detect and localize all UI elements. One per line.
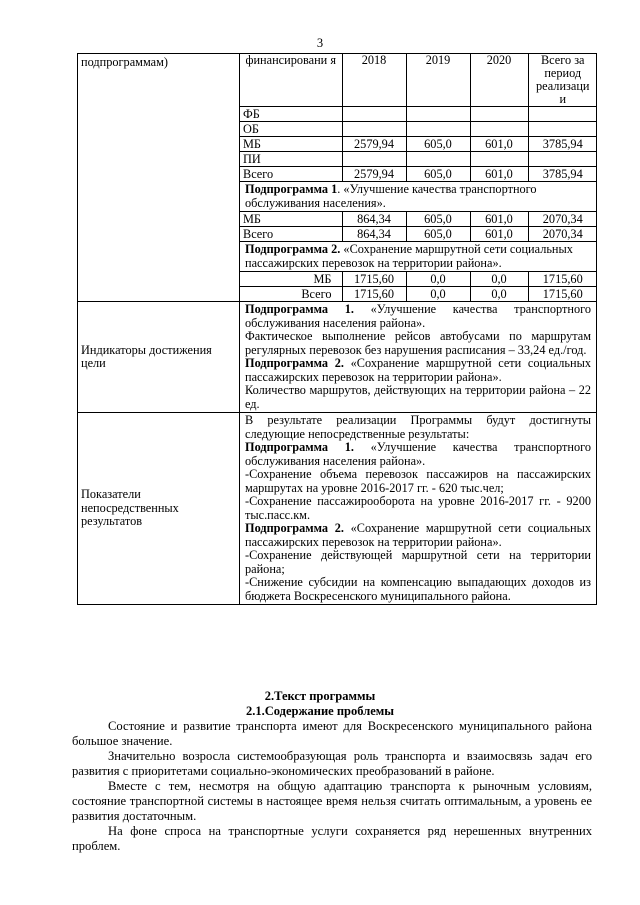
results-row [78,413,597,605]
subprogram-1-row-total [240,227,597,242]
value-2020: 601,0 [470,137,528,152]
value-2018: 864,34 [342,212,406,227]
value-2018: 1715,60 [342,287,406,302]
source-name: Всего [240,287,342,302]
value-2020 [470,122,528,137]
passport-table [77,53,597,605]
financing-row-total [240,167,597,182]
col-header-source: финансировани я [240,54,342,107]
section-title: 2.Текст программы [264,689,376,703]
value-total: 2070,34 [528,227,597,242]
value-total: 3785,94 [528,167,597,182]
value-2020 [470,152,528,167]
page-number: 3 [316,36,324,50]
value-2019: 605,0 [406,167,470,182]
subprogram-2-row-mb [240,272,597,287]
value-2018: 864,34 [342,227,406,242]
col-header-2018: 2018 [342,54,406,107]
subprogram-1-title-row [240,182,597,212]
value-total: 3785,94 [528,137,597,152]
indicators-text-1: Фактическое выполнение рейсов автобусами по маршрутам регулярных перевозок без нарушения расписания – 33,24 ед./год. [245,329,591,357]
source-name: Всего [240,227,342,242]
subsection-title: 2.1.Содержание проблемы [245,704,395,718]
value-2020: 0,0 [470,272,528,287]
value-2020: 0,0 [470,287,528,302]
results-item-3: -Сохранение действующей маршрутной сети на территории района; [245,548,591,576]
value-2019 [406,122,470,137]
results-item-2: -Сохранение пассажирооборота на уровне 2016-2017 гг. - 9200 тыс.пасс.км. [245,494,591,522]
source-name: ОБ [240,122,342,137]
value-2019: 605,0 [406,227,470,242]
subprogram-2-title: Подпрограмма 2. «Сохранение маршрутной сети социальных пассажирских перевозок на территории района». [240,242,597,272]
financing-label: подпрограммам) [78,54,240,302]
indicators-content [240,302,596,412]
subprogram-1-title: Подпрограмма 1. «Улучшение качества транспортного обслуживания населения». [240,182,597,212]
financing-row-fb [240,107,597,122]
value-2019 [406,152,470,167]
body-paragraph-4: На фоне спроса на транспортные услуги сохраняется ряд нерешенных внутренних проблем. [72,824,592,853]
value-total [528,107,597,122]
value-2019 [406,107,470,122]
source-name: ФБ [240,107,342,122]
subprogram-2-row-total [240,287,597,302]
value-2018: 2579,94 [342,137,406,152]
source-name: ПИ [240,152,342,167]
value-2020 [470,107,528,122]
results-item-1: -Сохранение объема перевозок пассажиров на пассажирских маршрутах на уровне 2016-2017 гг. - 620 тыс.чел; [245,467,591,495]
value-2020: 601,0 [470,212,528,227]
source-name: МБ [240,212,342,227]
value-2018 [342,107,406,122]
col-header-2019: 2019 [406,54,470,107]
value-2019: 0,0 [406,287,470,302]
results-content [240,413,596,604]
body-paragraph-1: Состояние и развитие транспорта имеют для Воскресенского муниципального района большое значение. [72,719,592,748]
value-2019: 605,0 [406,137,470,152]
value-2020: 601,0 [470,167,528,182]
value-2018: 2579,94 [342,167,406,182]
source-name: Всего [240,167,342,182]
value-2018: 1715,60 [342,272,406,287]
indicators-subprogram-2: Подпрограмма 2. «Сохранение маршрутной сети социальных пассажирских перевозок на территории района». [245,356,591,384]
value-2020: 601,0 [470,227,528,242]
results-intro: В результате реализации Программы будут достигнуты следующие непосредственные результаты: [245,413,591,441]
col-header-2020: 2020 [470,54,528,107]
financing-row-ob [240,122,597,137]
value-2018 [342,122,406,137]
source-name: МБ [240,272,342,287]
value-total [528,152,597,167]
col-header-total: Всего за период реализаци и [528,54,597,107]
financing-row-mb [240,137,597,152]
value-2018 [342,152,406,167]
indicators-row [78,302,597,413]
financing-header-row [240,54,597,107]
results-label: Показатели непосредственных результатов [78,413,240,605]
financing-row-pi [240,152,597,167]
results-subprogram-2: Подпрограмма 2. «Сохранение маршрутной сети социальных пассажирских перевозок на территории района». [245,521,591,549]
value-total: 1715,60 [528,272,597,287]
value-total: 1715,60 [528,287,597,302]
indicators-label: Индикаторы достижения цели [78,302,240,413]
results-subprogram-1: Подпрограмма 1. «Улучшение качества транспортного обслуживания населения района». [245,440,591,468]
indicators-text-2: Количество маршрутов, действующих на территории района – 22 ед. [245,383,591,411]
indicators-subprogram-1: Подпрограмма 1. «Улучшение качества транспортного обслуживания населения района». [245,302,591,330]
value-total: 2070,34 [528,212,597,227]
subprogram-1-row-mb [240,212,597,227]
value-2019: 0,0 [406,272,470,287]
subprogram-2-title-row [240,242,597,272]
value-2019: 605,0 [406,212,470,227]
financing-table [240,54,597,301]
body-paragraph-3: Вместе с тем, несмотря на общую адаптацию транспорта к рыночным условиям, состояние транспортной системы в настоящее время нельзя считать оптимальным, а уровень ее развития достаточным. [72,779,592,823]
body-paragraph-2: Значительно возросла системообразующая роль транспорта и взаимосвязь задач его развития с приоритетами социально-экономических преобразований в районе. [72,749,592,778]
source-name: МБ [240,137,342,152]
financing-row [78,54,597,302]
results-item-4: -Снижение субсидии на компенсацию выпадающих доходов из бюджета Воскресенского муниципального района. [245,575,591,603]
value-total [528,122,597,137]
